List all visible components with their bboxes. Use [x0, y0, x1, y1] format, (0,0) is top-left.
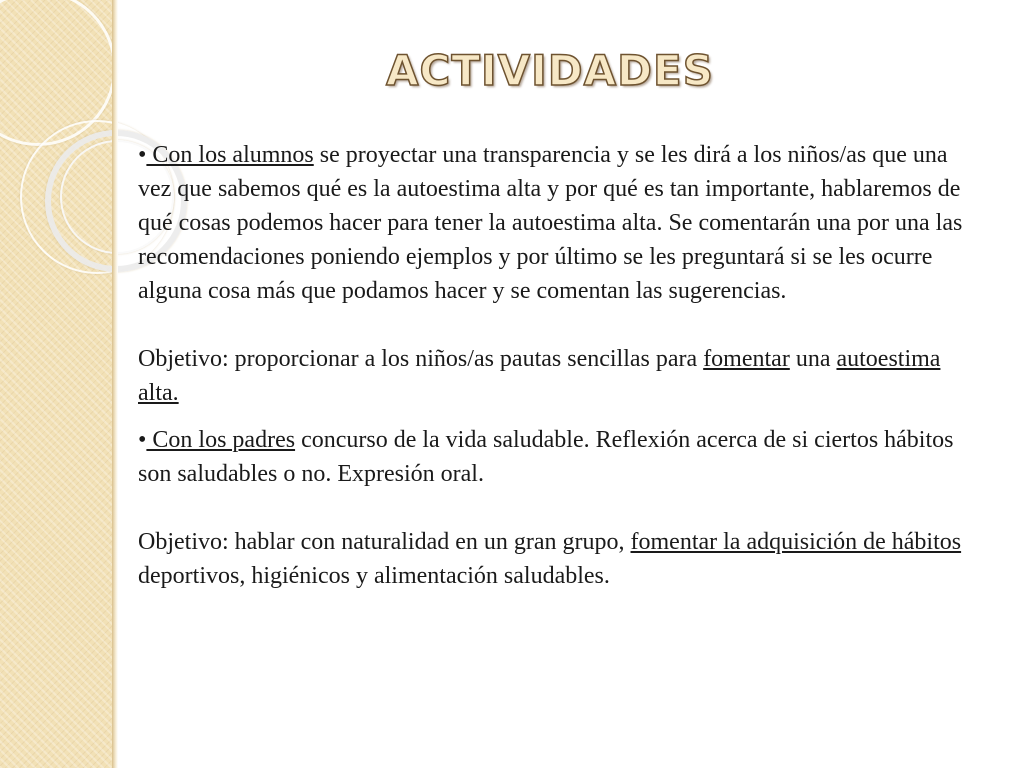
activity-parents [138, 423, 968, 491]
spacer [138, 410, 968, 423]
objective-students-underline-1: fomentar [703, 346, 790, 372]
objective-students-underline-2: autoestima alta. [138, 346, 941, 406]
spacer [138, 308, 968, 342]
activity-students-lead: Con los alumnos [146, 142, 314, 168]
activity-students-text: se proyectar una transparencia y se les dirá a los niños/as que una vez que sabemos qué es la autoestima alta y por qué es tan importante, hablaremos de qué cosas podemos hacer para tener la autoestima alta. Se comentarán una por una las recomendaciones poniendo ejemplos y por último se les preguntará si se les ocurre alguna cosa más que podamos hacer y se comentan las sugerencias. [138, 142, 963, 304]
bullet: • [138, 142, 147, 168]
slide-title: ACTIVIDADES [386, 46, 714, 95]
activity-parents-lead: Con los padres [146, 427, 296, 453]
objective-students [138, 342, 968, 410]
bullet: • [138, 427, 147, 453]
objective-students-mid: una [789, 346, 837, 372]
activity-students [138, 138, 968, 308]
decorative-side-band [0, 0, 112, 768]
slide-content [138, 138, 968, 593]
objective-parents [138, 525, 968, 593]
objective-parents-underline: fomentar la adquisición de hábitos [630, 529, 962, 555]
spacer [138, 491, 968, 525]
side-band-edge [112, 0, 118, 768]
objective-parents-suffix: deportivos, higiénicos y alimentación saludables. [138, 563, 610, 589]
activity-parents-text: concurso de la vida saludable. Reflexión acerca de si ciertos hábitos son saludables o no. Expresión oral. [138, 427, 954, 487]
objective-students-prefix: Objetivo: proporcionar a los niños/as pautas sencillas para [138, 346, 704, 372]
objective-parents-prefix: Objetivo: hablar con naturalidad en un gran grupo, [138, 529, 631, 555]
